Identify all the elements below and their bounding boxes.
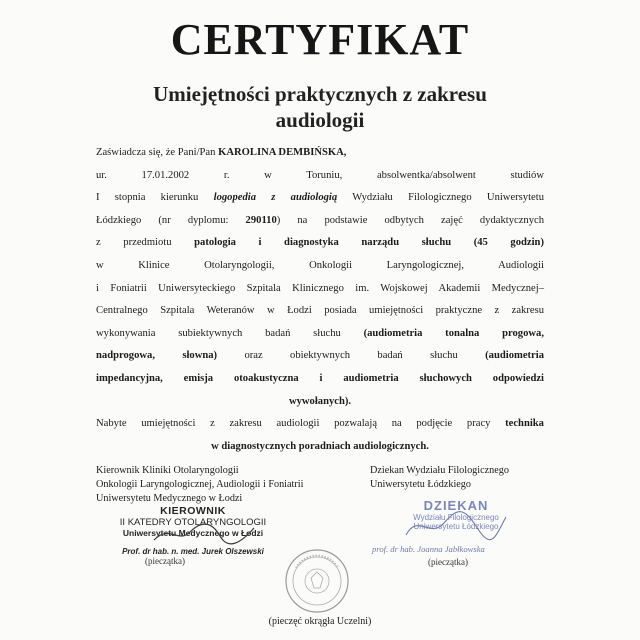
body-line-4: Łódzkiego (nr dyplomu: 290110) na podstawie odbytych zajęć dydaktycznych (96, 214, 544, 226)
certificate-title: CERTYFIKAT (170, 15, 470, 64)
body-line-3: I stopnia kierunku logopedia z audiologią Wydziału Filologicznego Uniwersytetu (96, 192, 544, 204)
birth-city: Toruniu, (306, 169, 343, 181)
certificate-subtitle-line2: audiologii (275, 108, 365, 132)
seal-caption: (pieczęć okrągła Uczelni) (268, 616, 372, 627)
university-round-seal (284, 548, 350, 614)
signature-scribble-left (150, 518, 260, 548)
diploma-number: 290110 (245, 214, 277, 226)
body-line-7: i Foniatrii Uniwersyteckiego Szpitala Klinicznego im. Wojskowej Akademii Medycznej– (96, 282, 544, 294)
body-line-5: z przedmiotu patologia i diagnostyka narządu słuchu (45 godzin) (96, 237, 544, 249)
recipient-name: KAROLINA DEMBIŃSKA, (218, 147, 347, 158)
stamp-label-right: (pieczątka) (428, 557, 468, 567)
body-line-9: wykonywania subiektywnych badań słuchu (audiometria tonalna progowa, (96, 327, 544, 339)
body-line-14: w diagnostycznych poradniach audiologicznych. (211, 440, 429, 452)
body-line-12: wywołanych). (288, 395, 352, 407)
stamp-label-left: (pieczątka) (145, 556, 185, 566)
birth-date: 17.01.2002 (141, 169, 190, 181)
rectangular-stamp-left: KIEROWNIK II KATEDRY OTOLARYNGOLOGII Uniwersytetu Medycznego w Łodzi Prof. dr hab. n. med. Jurek Olszewski (119, 505, 267, 556)
certificate-subtitle-line1: Umiejętności praktycznych z zakresu (153, 82, 487, 106)
signature-scribble-right (400, 505, 510, 545)
certificate-body (96, 142, 544, 458)
dean-stamp: DZIEKAN Wydziału Filologicznego Uniwersytetu Łódzkiego (413, 498, 499, 531)
course-subject: patologia i diagnostyka narządu słuchu (45 godzin) (194, 237, 544, 249)
signature-block-left: Kierownik Kliniki Otolaryngologii Onkologii Laryngologicznej, Audiologii i Foniatrii Uniwersytetu Medycznego w Łodzi (96, 465, 304, 504)
body-line-6: w Klinice Otolaryngologii, Onkologii Laryngologicznej, Audiologii (96, 259, 544, 271)
study-field: logopedia z audiologią (213, 192, 338, 204)
body-line-8: Centralnego Szpitala Weteranów w Łodzi posiada umiejętności praktyczne z zakresu (96, 305, 544, 317)
body-line-10: nadprogowa, słowna) oraz obiektywnych badań słuchu (audiometria (96, 350, 544, 362)
body-line-11: impedancyjna, emisja otoakustyczna i audiometria słuchowych odpowiedzi (96, 372, 544, 384)
body-line-2: ur. 17.01.2002 r. w Toruniu, absolwentka/absolwent studiów (96, 169, 545, 181)
body-line-1: Zaświadcza się, że Pani/Pan KAROLINA DEMBIŃSKA, (96, 147, 347, 158)
signature-block-right: Dziekan Wydziału Filologicznego Uniwersytetu Łódzkiego (370, 465, 509, 490)
body-line-13: Nabyte umiejętności z zakresu audiologii pozwalają na podjęcie pracy technika (96, 418, 544, 430)
dean-signer-name: prof. dr hab. Joanna Jabłkowska (372, 544, 485, 554)
